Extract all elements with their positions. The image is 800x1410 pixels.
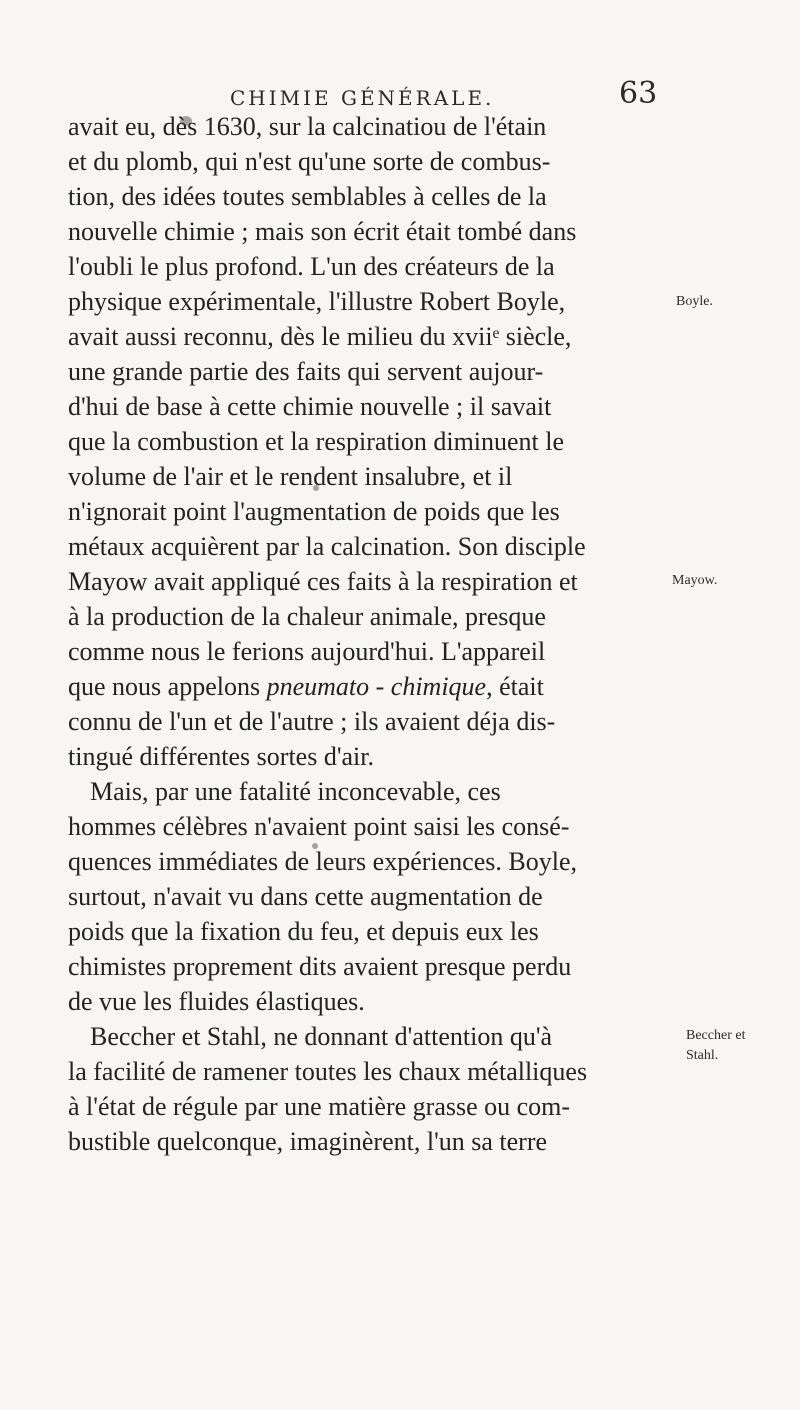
text-line: de vue les fluides élastiques. bbox=[68, 987, 365, 1016]
text-line: Mayow avait appliqué ces faits à la respiration et bbox=[68, 567, 578, 596]
text-line: avait aussi reconnu, dès le milieu du xviiᵉ siècle, bbox=[68, 322, 572, 351]
running-head: CHIMIE GÉNÉRALE. bbox=[230, 86, 495, 110]
margin-note-stahl: Stahl. bbox=[686, 1048, 719, 1063]
text-line: tion, des idées toutes semblables à celles de la bbox=[68, 182, 547, 211]
text-line: n'ignorait point l'augmentation de poids que les bbox=[68, 497, 560, 526]
margin-note-boyle: Boyle. bbox=[676, 294, 713, 309]
paragraph-start: Mais, par une fatalité inconcevable, ces bbox=[90, 777, 501, 806]
text-line: une grande partie des faits qui servent aujour- bbox=[68, 357, 544, 386]
text-line: poids que la fixation du feu, et depuis eux les bbox=[68, 917, 539, 946]
paragraph-start: Beccher et Stahl, ne donnant d'attention qu'à bbox=[90, 1022, 553, 1051]
text-line: surtout, n'avait vu dans cette augmentation de bbox=[68, 882, 543, 911]
text-line-with-italic bbox=[68, 670, 544, 704]
margin-note-beccher: Beccher et bbox=[686, 1028, 746, 1043]
text-line: quences immédiates de leurs expériences. Boyle, bbox=[68, 847, 577, 876]
text-line: la facilité de ramener toutes les chaux métalliques bbox=[68, 1057, 588, 1086]
text-line-end: , était bbox=[486, 672, 544, 701]
text-line: métaux acquièrent par la calcination. Son disciple bbox=[68, 532, 586, 561]
text-line-start: que nous appelons bbox=[68, 672, 261, 701]
text-line: nouvelle chimie ; mais son écrit était tombé dans bbox=[68, 217, 577, 246]
text-line: volume de l'air et le rendent insalubre, et il bbox=[68, 462, 513, 491]
text-line: à la production de la chaleur animale, presque bbox=[68, 602, 546, 631]
text-line: physique expérimentale, l'illustre Robert Boyle, bbox=[68, 287, 566, 316]
text-line: que la combustion et la respiration diminuent le bbox=[68, 427, 565, 456]
text-line: et du plomb, qui n'est qu'une sorte de combus- bbox=[68, 147, 551, 176]
text-line: bustible quelconque, imaginèrent, l'un sa terre bbox=[68, 1127, 548, 1156]
text-line: comme nous le ferions aujourd'hui. L'appareil bbox=[68, 637, 546, 666]
text-line: à l'état de régule par une matière grasse ou com- bbox=[68, 1092, 571, 1121]
text-line: connu de l'un et de l'autre ; ils avaient déja dis- bbox=[68, 707, 556, 736]
text-line: avait eu, dès 1630, sur la calcinatiou de l'étain bbox=[68, 112, 547, 141]
text-line: chimistes proprement dits avaient presque perdu bbox=[68, 952, 572, 981]
text-line: d'hui de base à cette chimie nouvelle ; il savait bbox=[68, 392, 552, 421]
page-number: 63 bbox=[619, 76, 658, 111]
italic-term: pneumato - chimique bbox=[266, 672, 487, 701]
text-line: l'oubli le plus profond. L'un des créateurs de la bbox=[68, 252, 555, 281]
text-line: tingué différentes sortes d'air. bbox=[68, 742, 375, 771]
text-line: hommes célèbres n'avaient point saisi les consé- bbox=[68, 812, 570, 841]
margin-note-mayow: Mayow. bbox=[672, 573, 718, 588]
